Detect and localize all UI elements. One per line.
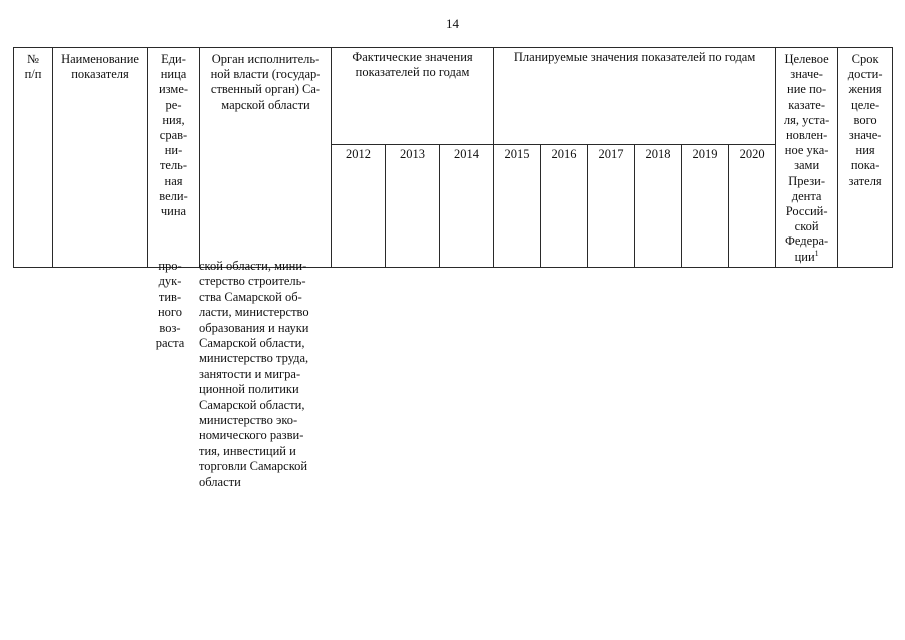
year-header: 2016	[541, 144, 588, 267]
header-organ: Орган исполнитель- ной власти (государ- ственный орган) Са- марской области	[200, 48, 332, 268]
indicators-table-header	[13, 47, 893, 268]
year-header: 2014	[440, 144, 494, 267]
year-header: 2012	[332, 144, 386, 267]
header-deadline: Срок дости- жения целе- вого значе- ния пока- зателя	[838, 48, 893, 268]
year-header: 2020	[729, 144, 776, 267]
year-header: 2013	[386, 144, 440, 267]
header-target: Целевое значе- ние по- казате- ля, уста- новлен- ное ука- зами Прези- дента Россий- ской Федера- ции$^1$	[776, 48, 838, 268]
header-num: № п/п	[14, 48, 53, 268]
year-header: 2017	[588, 144, 635, 267]
footnote-mark: 1	[814, 248, 819, 258]
header-actual: Фактические значения показателей по годам	[332, 48, 494, 145]
continuation-organ-text: ской области, мини- стерство строитель- ства Самарской об- ласти, министерство образования и науки Самарской области, министерство труда, занятости и мигра- ционной политики Самарской области, министерство эко- номического разви- тия, инвестиций и торговли Самарской области	[199, 259, 309, 489]
header-unit: Еди- ница изме- ре- ния, срав- ни- тель- ная вели- чина	[148, 48, 200, 268]
header-planned: Планируемые значения показателей по годам	[494, 48, 776, 145]
page-number: 14	[446, 16, 459, 31]
header-name: Наименование показателя	[53, 48, 148, 268]
year-header: 2015	[494, 144, 541, 267]
year-header: 2019	[682, 144, 729, 267]
continuation-unit-text: про- дук- тив- ного воз- раста	[155, 259, 185, 351]
year-header: 2018	[635, 144, 682, 267]
